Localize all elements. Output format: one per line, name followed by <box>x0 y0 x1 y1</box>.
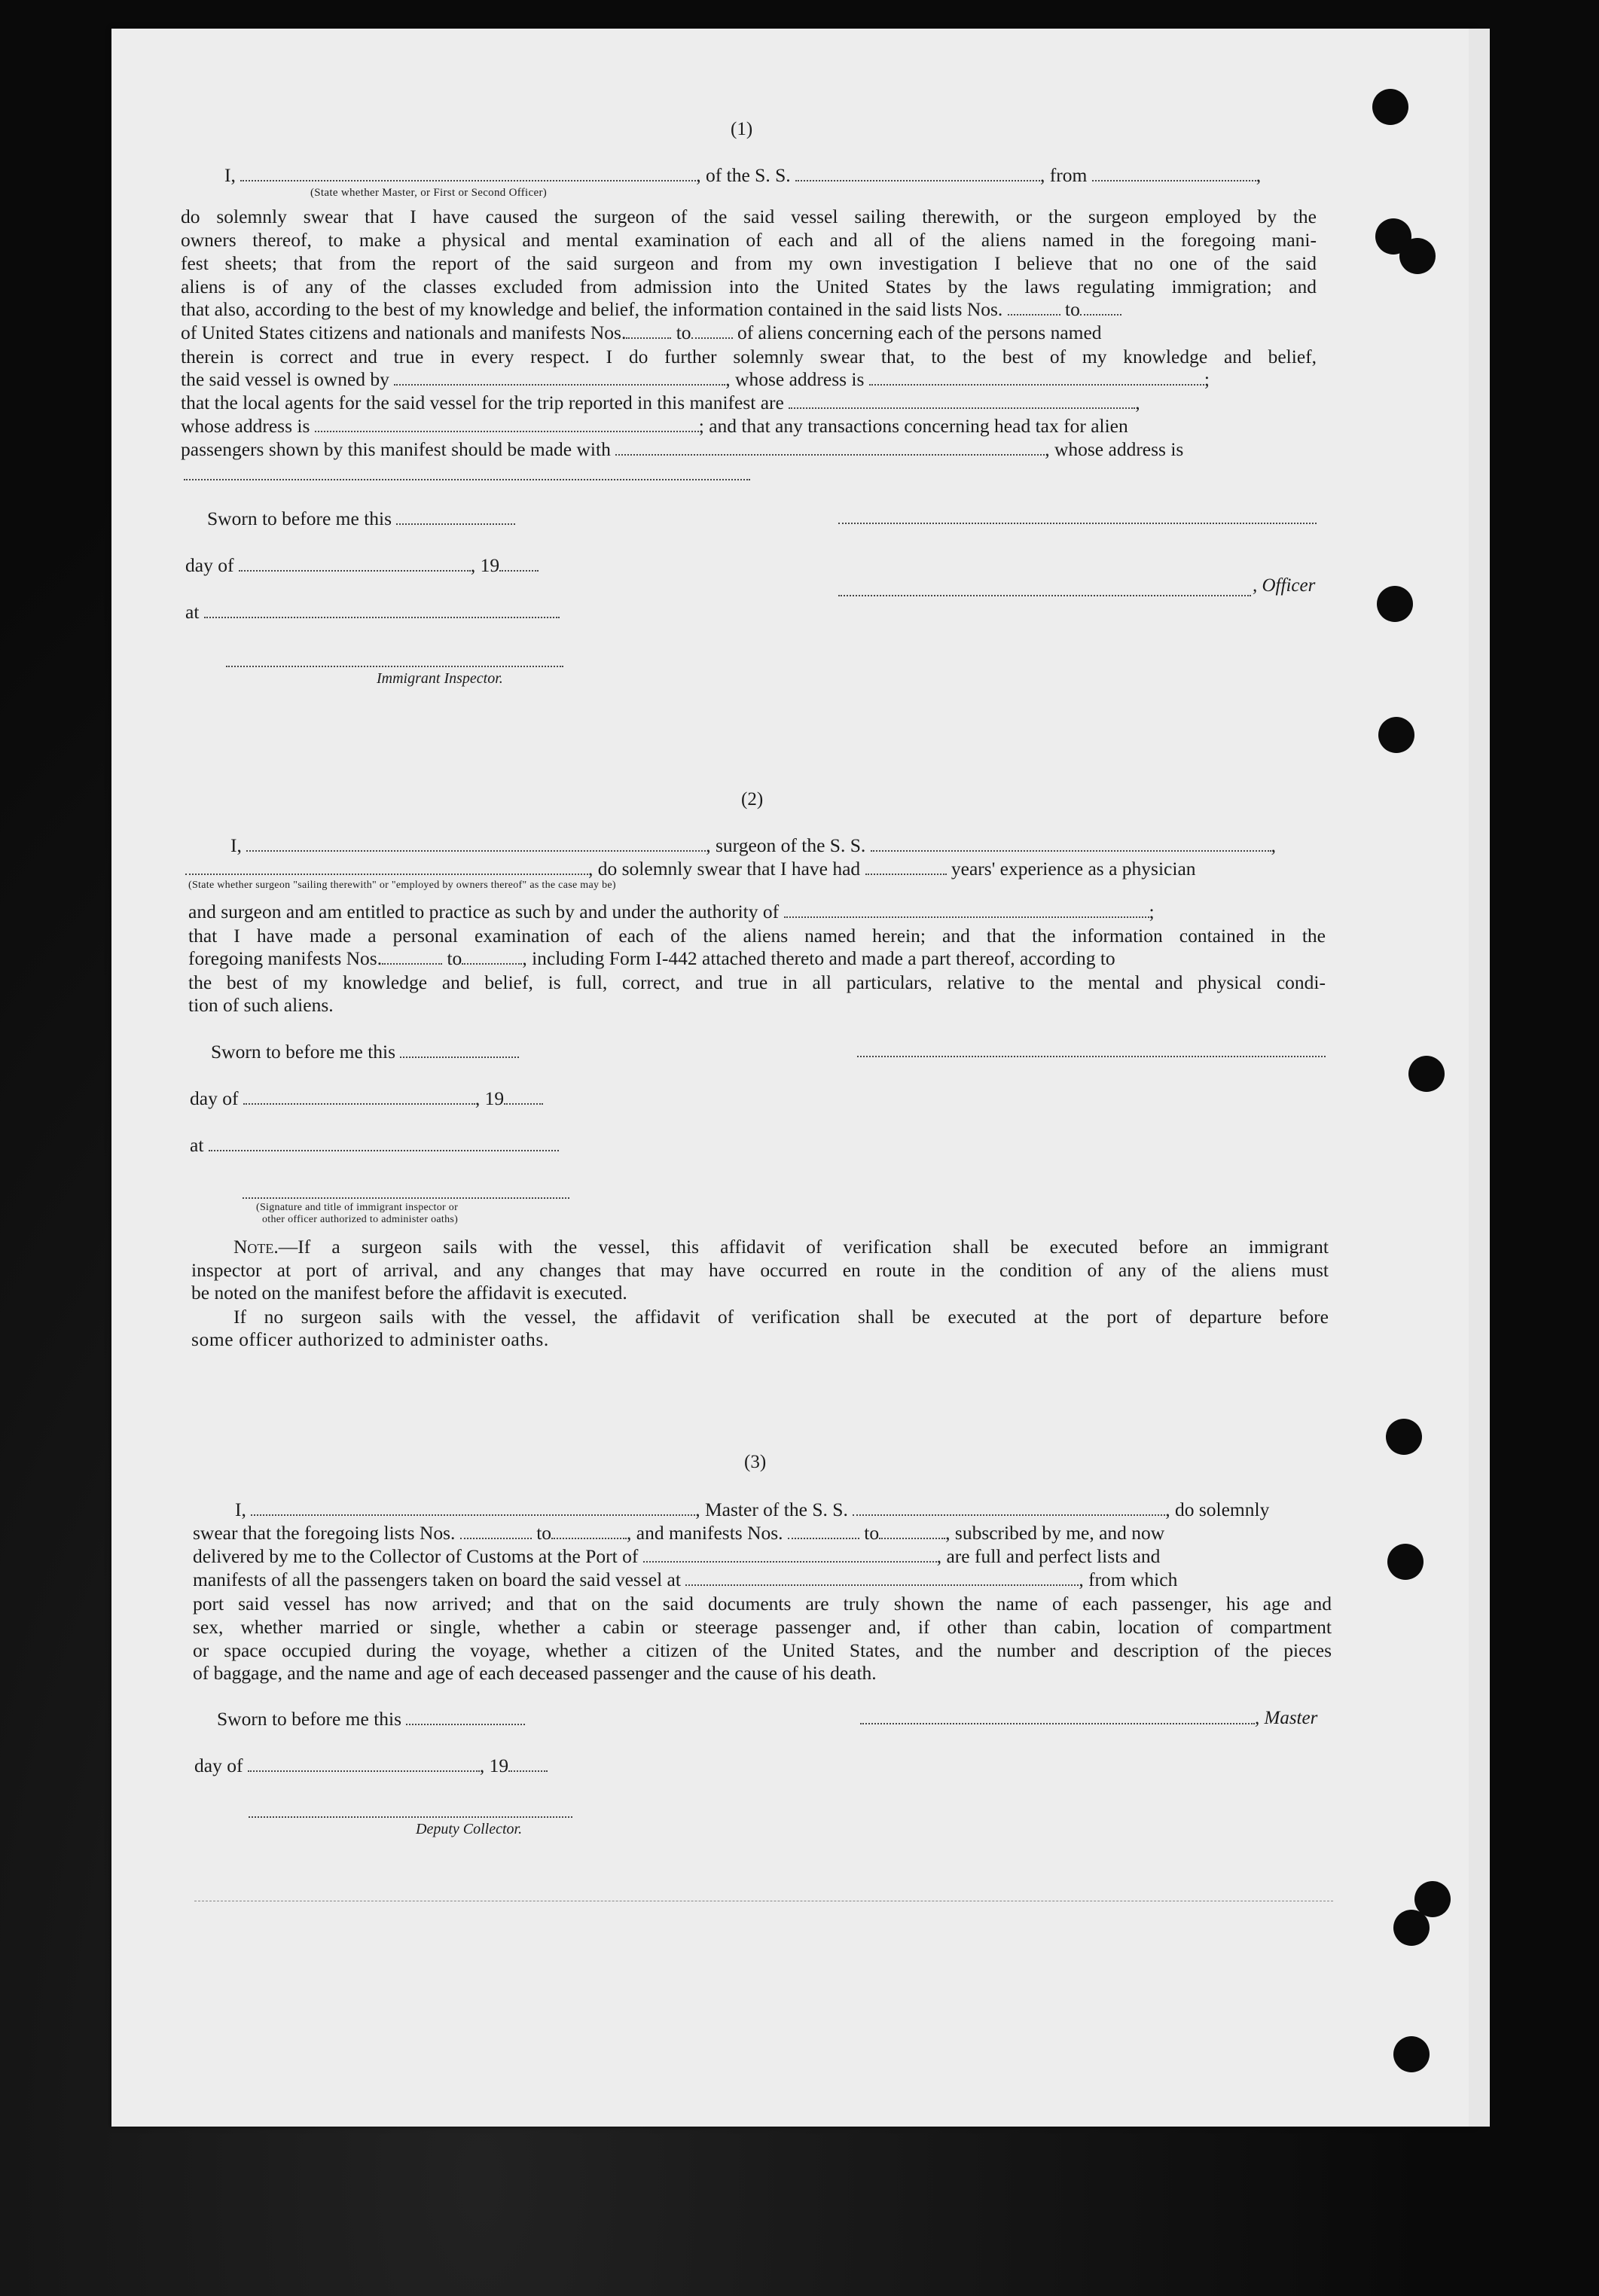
local-agents-line: that the local agents for the said vessel for the trip reported in this manifest are , <box>181 392 1140 413</box>
year-field[interactable] <box>508 1757 548 1772</box>
year-field[interactable] <box>504 1090 543 1105</box>
owner-field[interactable] <box>394 370 725 386</box>
lists-from-field[interactable] <box>1008 300 1060 316</box>
inspector-signature-field[interactable] <box>226 666 563 667</box>
note-line: If no surgeon sails with the vessel, the affidavit of verification shall be executed at the port of departure before <box>233 1306 1329 1328</box>
surgeon-name-field[interactable] <box>246 837 706 852</box>
manifests-line: manifests of all the passengers taken on board the said vessel at , from which <box>193 1569 1178 1590</box>
note-line: be noted on the manifest before the affidavit is executed. <box>191 1282 627 1304</box>
body-line: of baggage, and the name and age of each deceased passenger and the cause of his death. <box>193 1662 877 1684</box>
surgeon-signature-field[interactable] <box>857 1056 1326 1057</box>
deputy-signature-field[interactable] <box>249 1816 572 1818</box>
signature-note: other officer authorized to administer oaths) <box>262 1214 459 1225</box>
surgeon-vessel-field[interactable] <box>871 837 1271 852</box>
experience-line: , do solemnly swear that I have had years' experience as a physician <box>185 858 1196 880</box>
body-line: port said vessel has now arrived; and that on the said documents are truly shown the name of each passenger, his age and <box>193 1593 1332 1615</box>
sworn-line: Sworn to before me this <box>211 1041 519 1063</box>
passengers-line: passengers shown by this manifest should be made with , whose address is <box>181 438 1184 460</box>
body-line: the best of my knowledge and belief, is full, correct, and true in all particulars, relative to the mental and physical condi- <box>188 971 1326 993</box>
officer-signature-field[interactable] <box>838 523 1317 524</box>
foregoing-line: foregoing manifests Nos. to , including Form I-442 attached thereto and made a part thereof, according to <box>188 947 1115 969</box>
at-line: at <box>190 1134 559 1157</box>
owned-by-line: the said vessel is owned by , whose address is ; <box>181 368 1210 390</box>
authority-line: and surgeon and am entitled to practice as such by and under the authority of ; <box>188 901 1155 922</box>
body-line: tion of such aliens. <box>188 994 334 1016</box>
administering-officer-signature-field[interactable] <box>243 1197 569 1199</box>
head-tax-party-field[interactable] <box>615 441 1045 456</box>
body-line: therein is correct and true in every respect. I do further solemnly swear that, to the best of my knowledge and belief, <box>181 346 1317 367</box>
sworn-line: Sworn to before me this <box>217 1708 525 1730</box>
lists-to-field[interactable] <box>1080 300 1121 316</box>
surgeon-status-field[interactable] <box>185 860 588 875</box>
body-line: do solemnly swear that I have caused the surgeon of the said vessel sailing therewith, or the surgeon employed by the <box>181 206 1317 227</box>
master-vessel-field[interactable] <box>853 1501 1165 1516</box>
day-of-line: day of , 19 <box>194 1755 548 1777</box>
sworn-day-field[interactable] <box>396 510 515 525</box>
owner-address-field[interactable] <box>869 370 1204 386</box>
officer-label: , Officer <box>1253 575 1316 596</box>
swear-lists-line: swear that the foregoing lists Nos. to , and manifests Nos. to , subscribed by me, and now <box>193 1522 1165 1544</box>
signature-note: (Signature and title of immigrant inspector or <box>256 1202 459 1213</box>
inspector-label: Immigrant Inspector. <box>377 670 503 687</box>
local-agents-field[interactable] <box>789 394 1135 409</box>
from-port-field[interactable] <box>1092 166 1256 181</box>
oath-line: I, , of the S. S. , from , <box>224 164 1262 186</box>
agents-address-line: whose address is ; and that any transactions concerning head tax for alien <box>181 415 1128 437</box>
master-signature-field[interactable] <box>860 1723 1255 1724</box>
section-number: (2) <box>741 789 764 810</box>
head-tax-address-field[interactable] <box>184 479 750 480</box>
deputy-label: Deputy Collector. <box>416 1821 523 1837</box>
body-line: fest sheets; that from the report of the said surgeon and from my own investigation I believe that no one of the said <box>181 252 1317 274</box>
lists-nos-line: that also, according to the best of my knowledge and belief, the information contained in the said lists Nos. to <box>181 298 1121 321</box>
sworn-place-field[interactable] <box>204 603 560 618</box>
body-line: sex, whether married or single, whether a cabin or steerage passenger and, if other than cabin, location of compartment <box>193 1616 1332 1638</box>
body-line: owners thereof, to make a physical and mental examination of each and all of the aliens named in the foregoing mani- <box>181 229 1317 251</box>
sworn-day-field[interactable] <box>406 1710 525 1725</box>
master-line: I, , Master of the S. S. , do solemnly <box>235 1499 1270 1520</box>
section-number: (1) <box>731 119 753 139</box>
manifests-from-field[interactable] <box>626 324 671 339</box>
master-label: , Master <box>1255 1708 1318 1728</box>
officer-title-field[interactable] <box>240 166 696 181</box>
agents-address-field[interactable] <box>315 417 699 432</box>
manifests-to-field[interactable] <box>879 1524 945 1539</box>
foregoing-from-field[interactable] <box>382 950 442 965</box>
embarkation-port-field[interactable] <box>685 1571 1079 1586</box>
body-line: aliens is of any of the classes excluded from admission into the United States by the laws regulating immigration; and <box>181 276 1317 297</box>
month-field[interactable] <box>243 1090 475 1105</box>
manifests-from-field[interactable] <box>788 1524 859 1539</box>
sworn-day-field[interactable] <box>400 1043 519 1058</box>
month-field[interactable] <box>248 1757 480 1772</box>
note-line: some officer authorized to administer oaths. <box>191 1328 549 1350</box>
body-line: that I have made a personal examination of each of the aliens named herein; and that the information contained in the <box>188 925 1326 947</box>
manifests-to-field[interactable] <box>691 324 733 339</box>
delivered-line: delivered by me to the Collector of Customs at the Port of , are full and perfect lists and <box>193 1545 1161 1567</box>
manifests-nos-line: of United States citizens and nationals and manifests Nos. to of aliens concerning each of the persons named <box>181 322 1102 343</box>
note-label: Note. <box>233 1236 279 1258</box>
vessel-name-field[interactable] <box>795 166 1040 181</box>
day-of-line: day of , 19 <box>185 554 539 577</box>
port-field[interactable] <box>643 1547 937 1563</box>
lists-to-field[interactable] <box>551 1524 627 1539</box>
surgeon-line: I, , surgeon of the S. S. , <box>230 834 1277 856</box>
foregoing-to-field[interactable] <box>462 950 522 965</box>
section-number: (3) <box>744 1452 767 1472</box>
officer-title-signature-field[interactable] <box>838 595 1251 596</box>
year-field[interactable] <box>499 556 539 572</box>
day-of-line: day of , 19 <box>190 1087 543 1110</box>
body-line: or space occupied during the voyage, whether a citizen of the United States, and the number and description of the pieces <box>193 1639 1332 1661</box>
master-name-field[interactable] <box>251 1501 695 1516</box>
sworn-line: Sworn to before me this <box>207 508 515 530</box>
note-line: Note.—If a surgeon sails with the vessel, this affidavit of verification shall be executed before an immigrant <box>233 1236 1329 1258</box>
sworn-place-field[interactable] <box>209 1136 559 1151</box>
surgeon-note: (State whether surgeon "sailing therewith" or "employed by owners thereof" as the case may be) <box>188 880 616 891</box>
lists-from-field[interactable] <box>460 1524 532 1539</box>
at-line: at <box>185 601 560 624</box>
officer-note: (State whether Master, or First or Second Officer) <box>310 187 548 199</box>
years-field[interactable] <box>865 860 947 875</box>
month-field[interactable] <box>239 556 471 572</box>
note-line: inspector at port of arrival, and any changes that may have occurred en route in the condition of any of the aliens must <box>191 1259 1329 1281</box>
authority-field[interactable] <box>784 903 1149 918</box>
